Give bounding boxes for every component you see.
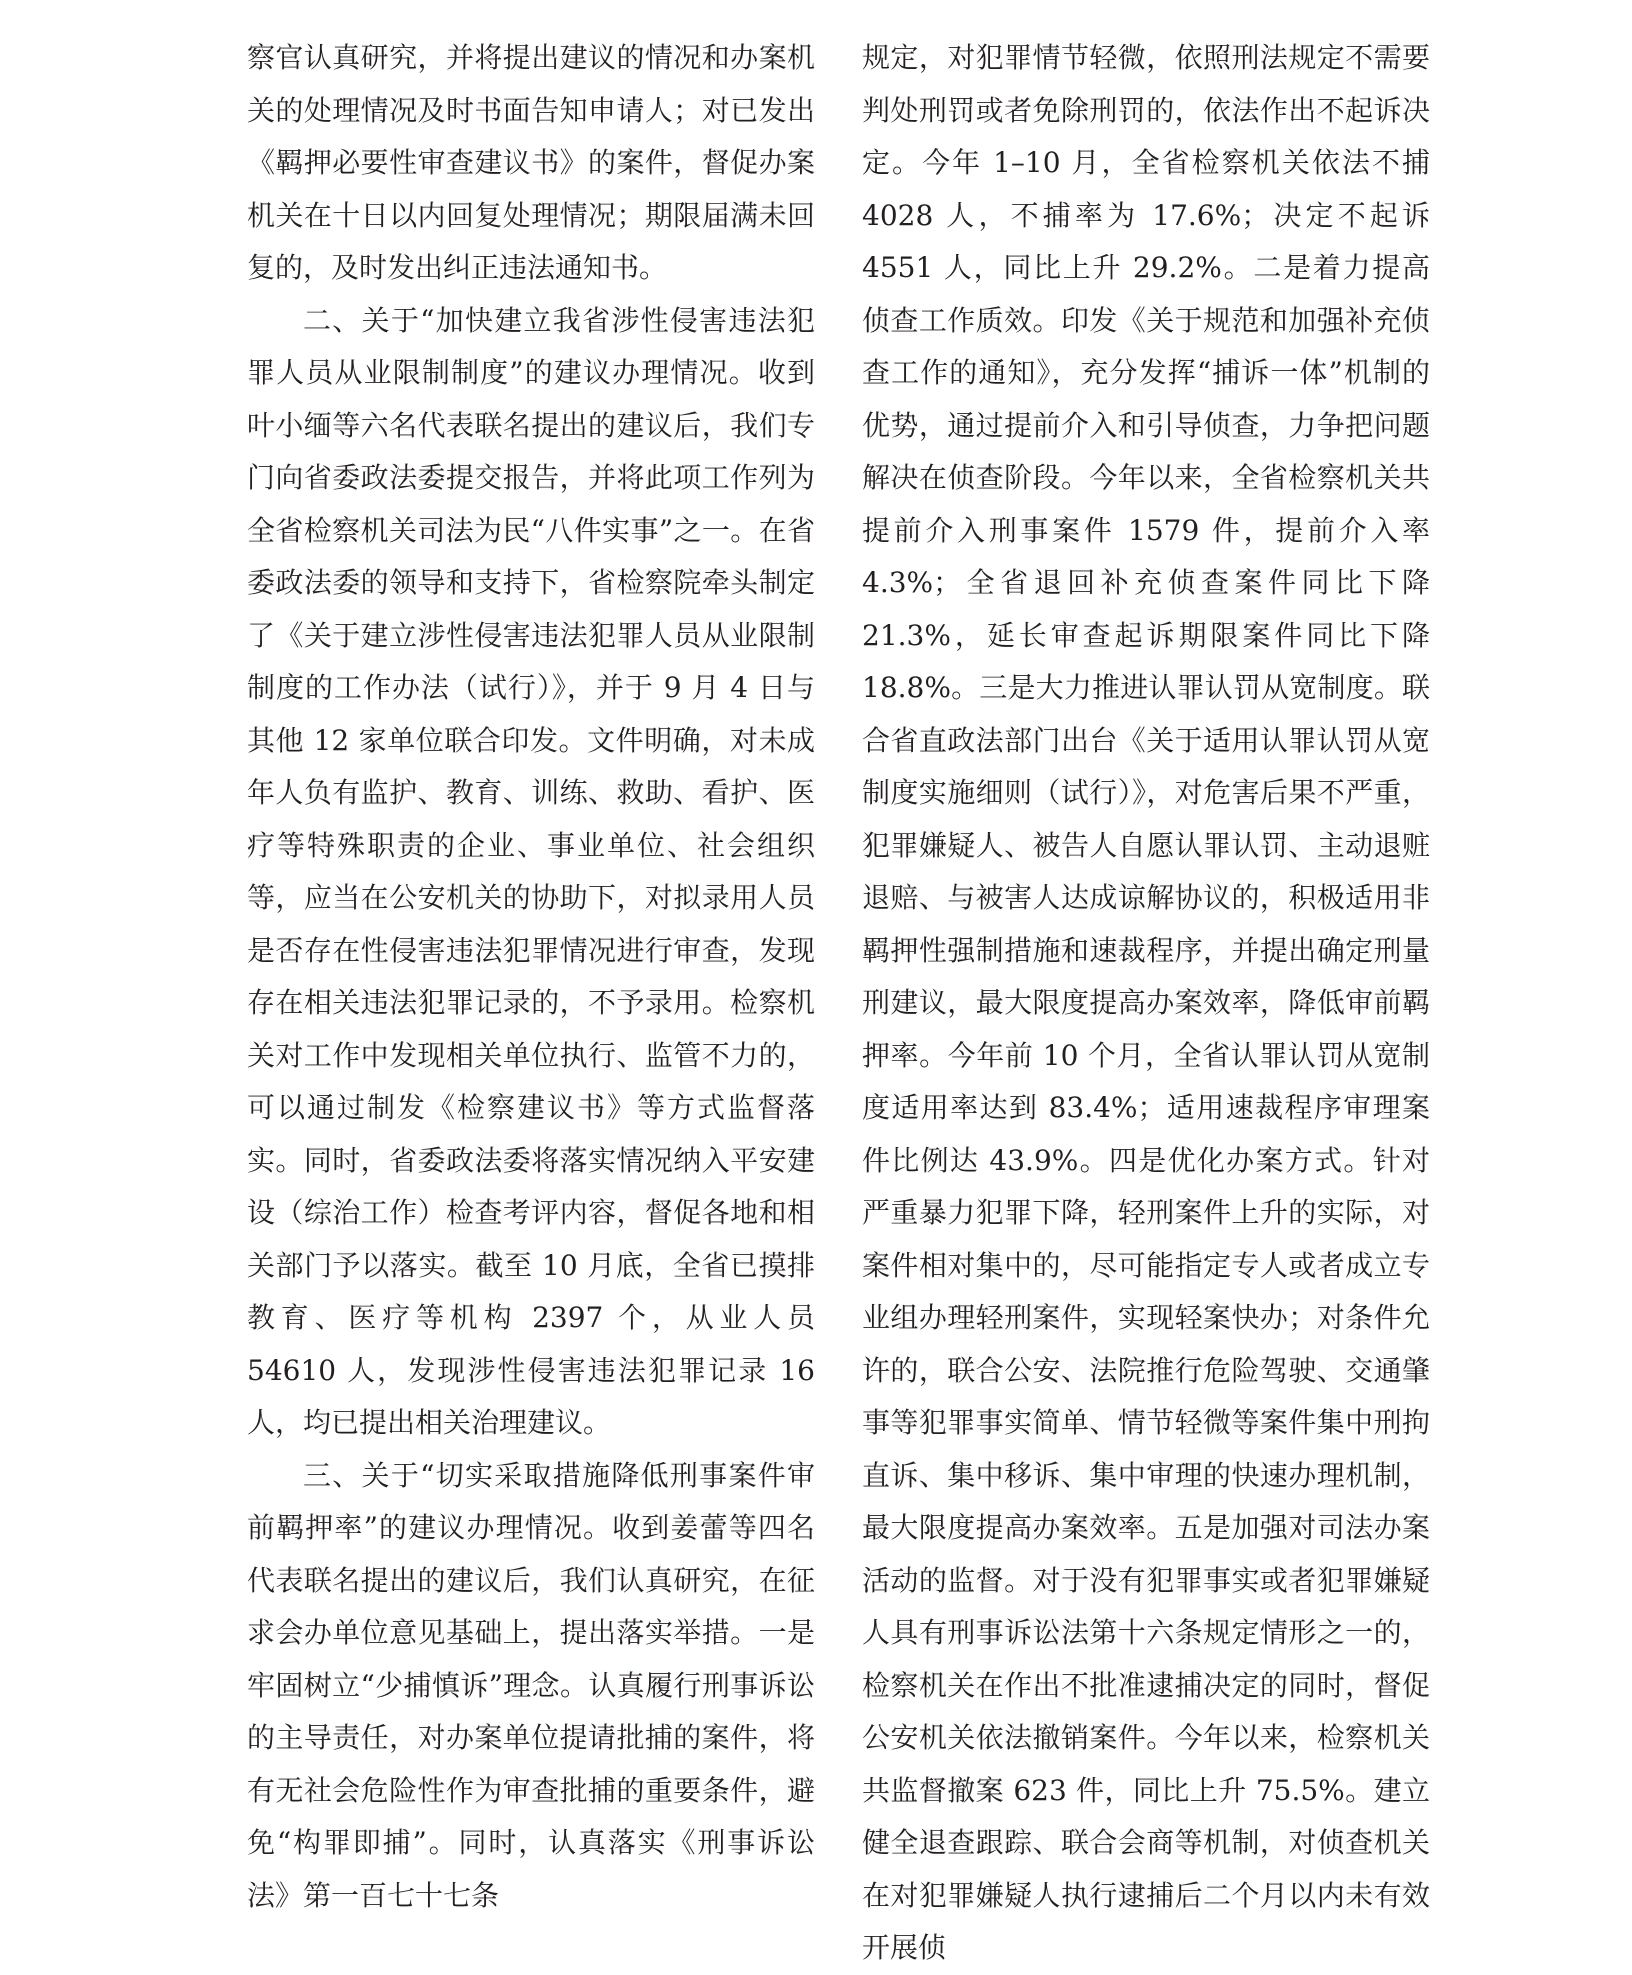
right-text-column — [862, 32, 1430, 1975]
paragraph-left-continuation: 察官认真研究，并将提出建议的情况和办案机关的处理情况及时书面告知申请人；对已发出《羁押必要性审查建议书》的案件，督促办案机关在十日以内回复处理情况；期限届满未回复的，及时发出纠正违法通知书。 — [247, 41, 815, 284]
paragraph-section-two: 二、关于“加快建立我省涉性侵害违法犯罪人员从业限制制度”的建议办理情况。收到叶小缅等六名代表联名提出的建议后，我们专门向省委政法委提交报告，并将此项工作列为全省检察机关司法为民“八件实事”之一。在省委政法委的领导和支持下，省检察院牵头制定了《关于建立涉性侵害违法犯罪人员从业限制制度的工作办法（试行）》，并于 9 月 4 日与其他 12 家单位联合印发。文件明确，对未成年人负有监护、教育、训练、救助、看护、医疗等特殊职责的企业、事业单位、社会组织等，应当在公安机关的协助下，对拟录用人员是否存在性侵害违法犯罪情况进行审查，发现存在相关违法犯罪记录的，不予录用。检察机关对工作中发现相关单位执行、监管不力的，可以通过制发《检察建议书》等方式监督落实。同时，省委政法委将落实情况纳入平安建设（综治工作）检查考评内容，督促各地和相关部门予以落实。截至 10 月底，全省已摸排教育、医疗等机构 2397 个，从业人员 54610 人，发现涉性侵害违法犯罪记录 16 人，均已提出相关治理建议。 — [247, 303, 815, 1439]
left-text-column — [247, 32, 815, 1922]
paragraph-right-continuation: 规定，对犯罪情节轻微，依照刑法规定不需要判处刑罚或者免除刑罚的，依法作出不起诉决定。今年 1–10 月，全省检察机关依法不捕 4028 人，不捕率为 17.6%；决定不起诉 4551 人，同比上升 29.2%。二是着力提高侦查工作质效。印发《关于规范和加强补充侦查工作的通知》，充分发挥“捕诉一体”机制的优势，通过提前介入和引导侦查，力争把问题解决在侦查阶段。今年以来，全省检察机关共提前介入刑事案件 1579 件，提前介入率 4.3%；全省退回补充侦查案件同比下降 21.3%，延长审查起诉期限案件同比下降 18.8%。三是大力推进认罪认罚从宽制度。联合省直政法部门出台《关于适用认罪认罚从宽制度实施细则（试行）》，对危害后果不严重，犯罪嫌疑人、被告人自愿认罪认罚、主动退赃退赔、与被害人达成谅解协议的，积极适用非羁押性强制措施和速裁程序，并提出确定刑量刑建议，最大限度提高办案效率，降低审前羁押率。今年前 10 个月，全省认罪认罚从宽制度适用率达到 83.4%；适用速裁程序审理案件比例达 43.9%。四是优化办案方式。针对严重暴力犯罪下降，轻刑案件上升的实际，对案件相对集中的，尽可能指定专人或者成立专业组办理轻刑案件，实现轻案快办；对条件允许的，联合公安、法院推行危险驾驶、交通肇事等犯罪事实简单、情节轻微等案件集中刑拘直诉、集中移诉、集中审理的快速办理机制，最大限度提高办案效率。五是加强对司法办案活动的监督。对于没有犯罪事实或者犯罪嫌疑人具有刑事诉讼法第十六条规定情形之一的，检察机关在作出不批准逮捕决定的同时，督促公安机关依法撤销案件。今年以来，检察机关共监督撤案 623 件，同比上升 75.5%。建立健全退查跟踪、联合会商等机制，对侦查机关在对犯罪嫌疑人执行逮捕后二个月以内未有效开展侦 — [862, 41, 1430, 1964]
paragraph-section-three: 三、关于“切实采取措施降低刑事案件审前羁押率”的建议办理情况。收到姜蕾等四名代表联名提出的建议后，我们认真研究，在征求会办单位意见基础上，提出落实举措。一是牢固树立“少捕慎诉”理念。认真履行刑事诉讼的主导责任，对办案单位提请批捕的案件，将有无社会危险性作为审查批捕的重要条件，避免“构罪即捕”。同时，认真落实《刑事诉讼法》第一百七十七条 — [247, 1458, 815, 1912]
